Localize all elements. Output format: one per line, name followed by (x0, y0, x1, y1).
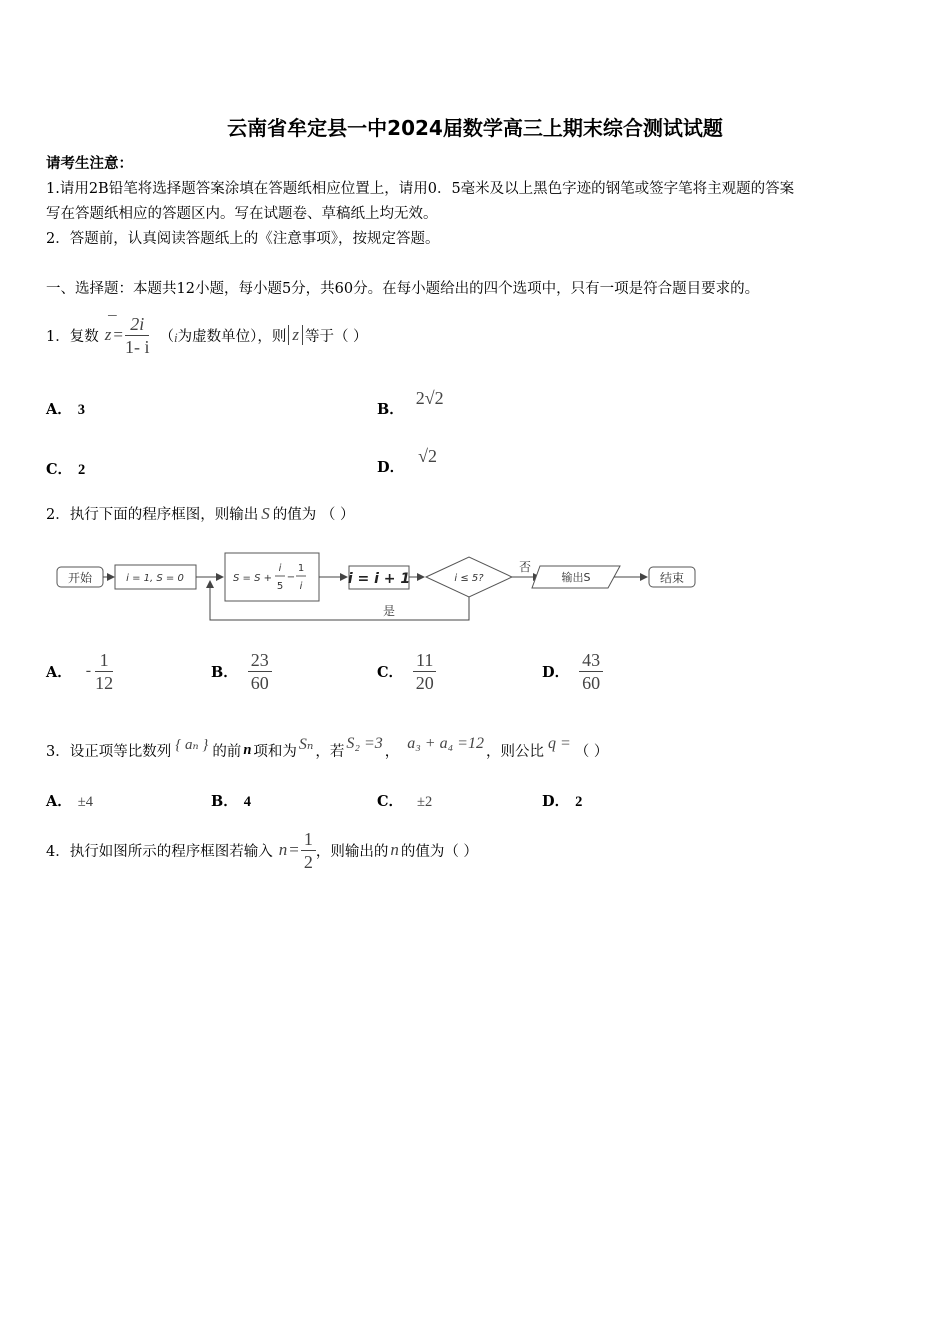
q1-i: i (173, 330, 178, 345)
flow-calc-f1-num: i (278, 563, 282, 574)
flow-calc-f2-num: 1 (297, 563, 305, 574)
q3-text-4: ，则公比 (485, 743, 544, 760)
flow-yes-label: 是 (382, 604, 396, 618)
q1-text: 为虚数单位），则 (177, 328, 287, 345)
flow-end-label: 结束 (659, 571, 685, 585)
flow-incr-label: i = i + 1 (347, 571, 411, 587)
notice-line-1b: 写在答题纸相应的答题区内。写在试题卷、草稿纸上均无效。 (46, 206, 438, 222)
q1-zbar: ¯ z (104, 313, 116, 344)
flow-calc-pre: S = S + (233, 573, 272, 584)
q3-prefix: 3．设正项等比数列 (46, 743, 172, 760)
flowchart (0, 545, 950, 630)
q1-fraction: $\frac{2i}{1- i}$ (124, 313, 150, 357)
question-3 (46, 730, 608, 770)
q1-option-a[interactable]: A． 3 (46, 401, 86, 418)
q3-option-b[interactable]: B． 4 (211, 793, 252, 810)
q3-text-3: ，若 (315, 743, 345, 760)
q3-text-2: 项和为 (253, 743, 297, 760)
q4-equals: = (289, 840, 299, 859)
q3-q: q = (547, 735, 571, 752)
q1-option-c[interactable]: C． 2 (46, 461, 86, 478)
q2-var-s: S (261, 504, 270, 523)
q1-paren: （ (159, 328, 174, 345)
q3-sn: Sₙ (298, 736, 314, 753)
question-1 (46, 303, 368, 367)
q2-option-d[interactable]: D． $\frac{43}{60}$ (542, 645, 603, 697)
flow-init-label: i = 1, S = 0 (126, 573, 184, 584)
q1-prefix: 1．复数 (46, 328, 99, 345)
notice-line-2: 2．答题前，认真阅读答题纸上的《注意事项》，按规定答题。 (46, 231, 440, 247)
q1-equals: = (113, 325, 123, 344)
q1-option-b[interactable]: B．2√2 (377, 388, 444, 418)
q1-option-d[interactable]: D．√2 (377, 446, 437, 476)
q4-prefix: 4．执行如图所示的程序框图若输入 (46, 843, 273, 860)
q2-prefix: 2．执行下面的程序框图，则输出 (46, 507, 259, 523)
q4-n2: n (390, 840, 399, 859)
q2-option-a[interactable]: A． - $\frac{1}{12}$ (46, 649, 114, 693)
q3-text-1: 的前 (212, 743, 242, 760)
q1-abs-z: z (288, 325, 303, 345)
flow-calc-f2-den: i (299, 581, 303, 592)
flow-cond-label: i ≤ 5? (454, 573, 484, 584)
q4-suffix: 的值为（ ） (400, 843, 478, 860)
q3-suffix: （ ） (574, 743, 609, 760)
q3-option-d[interactable]: D． 2 (542, 793, 583, 810)
flow-start-label: 开始 (67, 571, 93, 585)
page-title: 云南省牟定县一中2024届数学高三上期末综合测试试题 (227, 116, 723, 140)
q3-s2: S₂ =3 (346, 735, 383, 752)
notice-line-1: 1.请用2B铅笔将选择题答案涂填在答题纸相应位置上，请用0．5毫米及以上黑色字迹的钢笔或签字笔将主观题的答案 (46, 181, 795, 197)
question-2 (46, 503, 354, 524)
q2-option-c[interactable]: C． $\frac{11}{20}$ (377, 645, 436, 697)
q1-suffix: 等于（ ） (304, 328, 368, 345)
q3-a34: a₃ + a₄ =12 (407, 735, 484, 752)
flow-output-label: 输出S (561, 571, 591, 584)
q4-n: n (278, 840, 288, 859)
flow-calc-minus: − (286, 572, 296, 583)
q3-comma: ， (384, 743, 400, 760)
q4-text: ，则输出的 (315, 843, 389, 860)
q3-n: n (243, 741, 252, 758)
q2-option-b[interactable]: B． $\frac{23}{60}$ (211, 645, 272, 697)
section-heading: 一、选择题：本题共12小题，每小题5分，共60分。在每小题给出的四个选项中，只有一项是符合题目要求的。 (46, 281, 760, 297)
q3-option-a[interactable]: A． ±4 (46, 793, 93, 810)
flow-no-label: 否 (518, 560, 532, 574)
flow-calc-f1-den: 5 (276, 581, 284, 592)
question-4 (46, 823, 478, 877)
q2-suffix: 的值为 （ ） (272, 507, 355, 523)
q4-fraction: $\frac{1}{2}$ (301, 828, 316, 873)
q3-sequence: { aₙ } (175, 736, 209, 753)
q3-option-c[interactable]: C． ±2 (377, 793, 433, 810)
notice-heading: 请考生注意： (46, 155, 133, 172)
